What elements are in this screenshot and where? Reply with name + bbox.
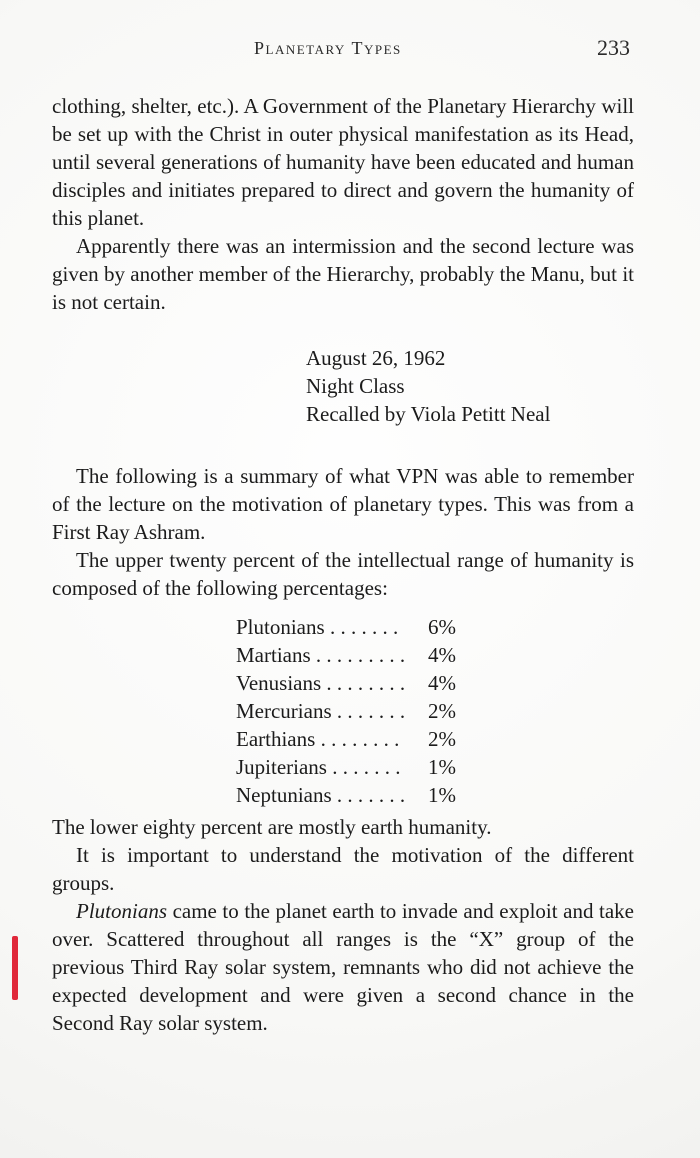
table-row: [236, 697, 456, 725]
planetary-type-percent: 2%: [428, 699, 456, 723]
planetary-type-name: Plutonians . . .: [236, 613, 404, 641]
planetary-percentages-table: [236, 613, 456, 809]
planetary-type-percent: 6%: [428, 615, 456, 639]
planetary-type-percent: 1%: [428, 783, 456, 807]
paragraph-summary: The following is a summary of what VPN was able to remember of the lecture on the motivation of planetary types. This was from a First Ray Ashram.: [52, 464, 634, 544]
planetary-type-name: Jupiterians . . .: [236, 753, 404, 781]
planetary-type-percent: 4%: [428, 671, 456, 695]
paragraph-plutonians: [52, 897, 634, 1037]
lecture-class: Night Class: [306, 374, 405, 398]
planetary-type-name: Mercurians . . .: [236, 697, 404, 725]
running-head: Planetary Types: [254, 38, 402, 58]
planetary-type-percent: 2%: [428, 727, 456, 751]
red-margin-marker: [12, 936, 18, 1000]
table-row: [236, 753, 456, 781]
plutonians-description: came to the planet earth to invade and exploit and take over. Scattered throughout all ranges is the “X” group of the previous Third Ray solar system, remnants who did not achieve the expected development and were given a second chance in the Second Ray solar system.: [52, 899, 634, 1035]
paragraph-upper-twenty: The upper twenty percent of the intellectual range of humanity is composed of the following percentages:: [52, 548, 634, 600]
planetary-type-percent: 1%: [428, 755, 456, 779]
planetary-type-name: Earthians . . .: [236, 725, 404, 753]
table-row: [236, 725, 456, 753]
table-row: [236, 641, 456, 669]
table-row: [236, 669, 456, 697]
planetary-type-name: Venusians . . .: [236, 669, 404, 697]
page-header: [52, 35, 630, 66]
page-number: 233: [597, 35, 630, 60]
paragraph-intermission: Apparently there was an intermission and the second lecture was given by another member of the Hierarchy, probably the Manu, but it is not certain.: [52, 234, 634, 314]
paragraph-government: clothing, shelter, etc.). A Government of the Planetary Hierarchy will be set up with the Christ in outer physical manifestation as its Head, until several generations of humanity have been educated and human disciples and initiates prepared to direct and govern the humanity of this planet.: [52, 94, 634, 230]
planetary-type-name: Martians . . .: [236, 641, 404, 669]
table-row: [236, 781, 456, 809]
paragraph-lower-eighty: The lower eighty percent are mostly earth humanity.: [52, 815, 492, 839]
planetary-type-percent: 4%: [428, 643, 456, 667]
lecture-date: August 26, 1962: [306, 346, 446, 370]
paragraph-motivation: It is important to understand the motivation of the different groups.: [52, 843, 634, 895]
lecture-date-block: [306, 344, 634, 428]
planetary-type-name: Neptunians . . .: [236, 781, 404, 809]
lecture-recalled-by: Recalled by Viola Petitt Neal: [306, 402, 551, 426]
page-body: [52, 92, 634, 1037]
table-row: [236, 613, 456, 641]
plutonians-term: Plutonians: [76, 899, 168, 923]
